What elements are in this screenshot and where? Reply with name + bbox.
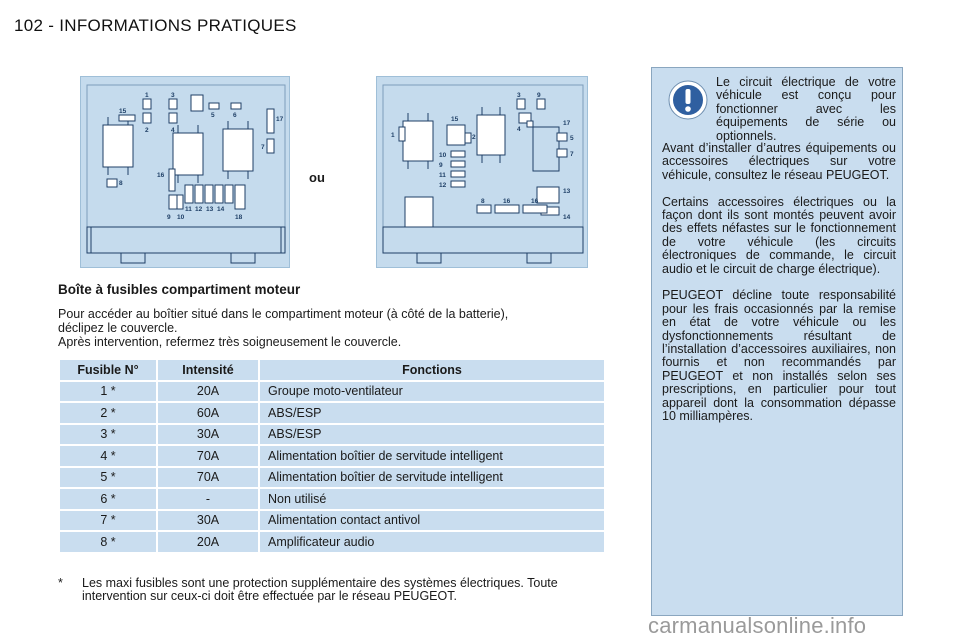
fuse-table	[58, 358, 606, 554]
table-row	[60, 446, 604, 466]
watermark: carmanualsonline.info	[648, 613, 867, 638]
intro-line: Pour accéder au boîtier situé dans le compartiment moteur (à côté de la batterie),	[58, 307, 509, 321]
fuse-label: 1	[391, 132, 395, 139]
function-cell: Alimentation boîtier de servitude intelligent	[260, 468, 604, 488]
function-cell: Groupe moto-ventilateur	[260, 382, 604, 402]
fuse-label: 4	[517, 126, 521, 133]
footnote	[58, 577, 618, 603]
fuse-label: 9	[439, 162, 443, 169]
fuse-label: 18	[235, 214, 243, 221]
page-header: 102 - INFORMATIONS PRATIQUES	[14, 16, 297, 35]
intro-line: Après intervention, refermez très soigneusement le couvercle.	[58, 335, 402, 349]
intro-line: déclipez le couvercle.	[58, 321, 178, 335]
diagram-separator: ou	[309, 170, 325, 185]
sidebar-paragraph: Avant d’installer d’autres équipements ou accessoires électriques sur votre véhicule, consultez le réseau PEUGEOT.	[662, 141, 896, 182]
table-row	[60, 382, 604, 402]
fuse-box-diagram-1-drawing	[81, 77, 291, 269]
fuse-label: 4	[171, 127, 175, 134]
intensity-cell: 60A	[158, 403, 258, 423]
function-cell: Alimentation boîtier de servitude intelligent	[260, 446, 604, 466]
function-cell: Non utilisé	[260, 489, 604, 509]
intensity-cell: 20A	[158, 382, 258, 402]
section-title: Boîte à fusibles compartiment moteur	[58, 282, 301, 297]
table-row	[60, 425, 604, 445]
table-row	[60, 468, 604, 488]
fuse-label: 8	[481, 198, 485, 205]
intensity-cell: 70A	[158, 446, 258, 466]
fuse-label: 11	[185, 206, 192, 213]
fuse-label: 3	[171, 92, 175, 99]
fuse-box-diagram-2	[376, 76, 588, 268]
fuse-label: 7	[570, 151, 574, 158]
fuse-label: 7	[261, 144, 265, 151]
table-row	[60, 403, 604, 423]
fuse-label: 15	[451, 116, 459, 123]
fuse-label: 9	[167, 214, 171, 221]
fuse-label: 6	[233, 112, 237, 119]
fuse-label: 2	[472, 134, 476, 141]
fuse-label: 12	[439, 182, 447, 189]
function-cell: ABS/ESP	[260, 403, 604, 423]
fuse-number-cell: 2 *	[60, 403, 156, 423]
intensity-cell: 70A	[158, 468, 258, 488]
fuse-label: 12	[195, 206, 203, 213]
warning-sidebar	[651, 67, 903, 616]
column-header: Intensité	[158, 360, 258, 380]
fuse-label: 16	[157, 172, 165, 179]
intensity-cell: 30A	[158, 425, 258, 445]
fuse-label: 8	[119, 180, 123, 187]
function-cell: ABS/ESP	[260, 425, 604, 445]
fuse-label: 10	[439, 152, 447, 159]
fuse-number-cell: 5 *	[60, 468, 156, 488]
table-header-row	[60, 360, 604, 380]
exclamation-icon	[668, 80, 708, 120]
intensity-cell: -	[158, 489, 258, 509]
fuse-label: 13	[563, 188, 571, 195]
fuse-label: 11	[439, 172, 446, 179]
sidebar-intro: Le circuit électrique de votre véhicule est conçu pour fonctionner avec les équipements de série ou optionnels.	[716, 75, 896, 143]
table-row	[60, 511, 604, 531]
footnote-mark: *	[58, 576, 63, 590]
fuse-number-cell: 1 *	[60, 382, 156, 402]
fuse-label: 17	[563, 120, 571, 127]
fuse-label: 1	[145, 92, 149, 99]
sidebar-body	[662, 142, 896, 437]
fuse-label: 16	[531, 198, 539, 205]
sidebar-paragraph: Certains accessoires électriques ou la façon dont ils sont montés peuvent avoir des effets néfastes sur le fonctionnement de votre véhicule (les circuits électroniques de commande, le circuit audio et le circuit de charge électrique).	[662, 194, 896, 276]
fuse-box-diagram-1	[80, 76, 290, 268]
fuse-label: 5	[211, 112, 215, 119]
fuse-label: 13	[206, 206, 214, 213]
intensity-cell: 30A	[158, 511, 258, 531]
fuse-label: 15	[119, 108, 127, 115]
table-row	[60, 532, 604, 552]
table-row	[60, 489, 604, 509]
fuse-number-cell: 4 *	[60, 446, 156, 466]
column-header: Fonctions	[260, 360, 604, 380]
sidebar-paragraph: PEUGEOT décline toute responsabilité pour les frais occasionnés par la remise en état de votre véhicule ou les dysfonctionnements résultant de l’installation d’accessoires auxiliaires, non fournis et non recommandés par PEUGEOT et non installés selon ses prescriptions, en particulier pour tout appareil dont la consommation dépasse 10 milliampères.	[662, 288, 896, 424]
fuse-label: 10	[177, 214, 185, 221]
footnote-text: Les maxi fusibles sont une protection supplémentaire des systèmes électriques. Toute intervention sur ceux-ci doit être effectuée par le réseau PEUGEOT.	[82, 576, 558, 603]
fuse-box-diagram-2-drawing	[377, 77, 589, 269]
fuse-label: 3	[517, 92, 521, 99]
fuse-label: 17	[276, 116, 284, 123]
fuse-number-cell: 6 *	[60, 489, 156, 509]
column-header: Fusible N°	[60, 360, 156, 380]
fuse-label: 14	[563, 214, 571, 221]
fuse-label: 9	[537, 92, 541, 99]
fuse-number-cell: 8 *	[60, 532, 156, 552]
intro-text	[58, 307, 618, 349]
fuse-number-cell: 7 *	[60, 511, 156, 531]
fuse-label: 16	[503, 198, 511, 205]
function-cell: Alimentation contact antivol	[260, 511, 604, 531]
fuse-number-cell: 3 *	[60, 425, 156, 445]
fuse-label: 2	[145, 127, 149, 134]
intensity-cell: 20A	[158, 532, 258, 552]
function-cell: Amplificateur audio	[260, 532, 604, 552]
fuse-label: 5	[570, 135, 574, 142]
fuse-label: 14	[217, 206, 225, 213]
